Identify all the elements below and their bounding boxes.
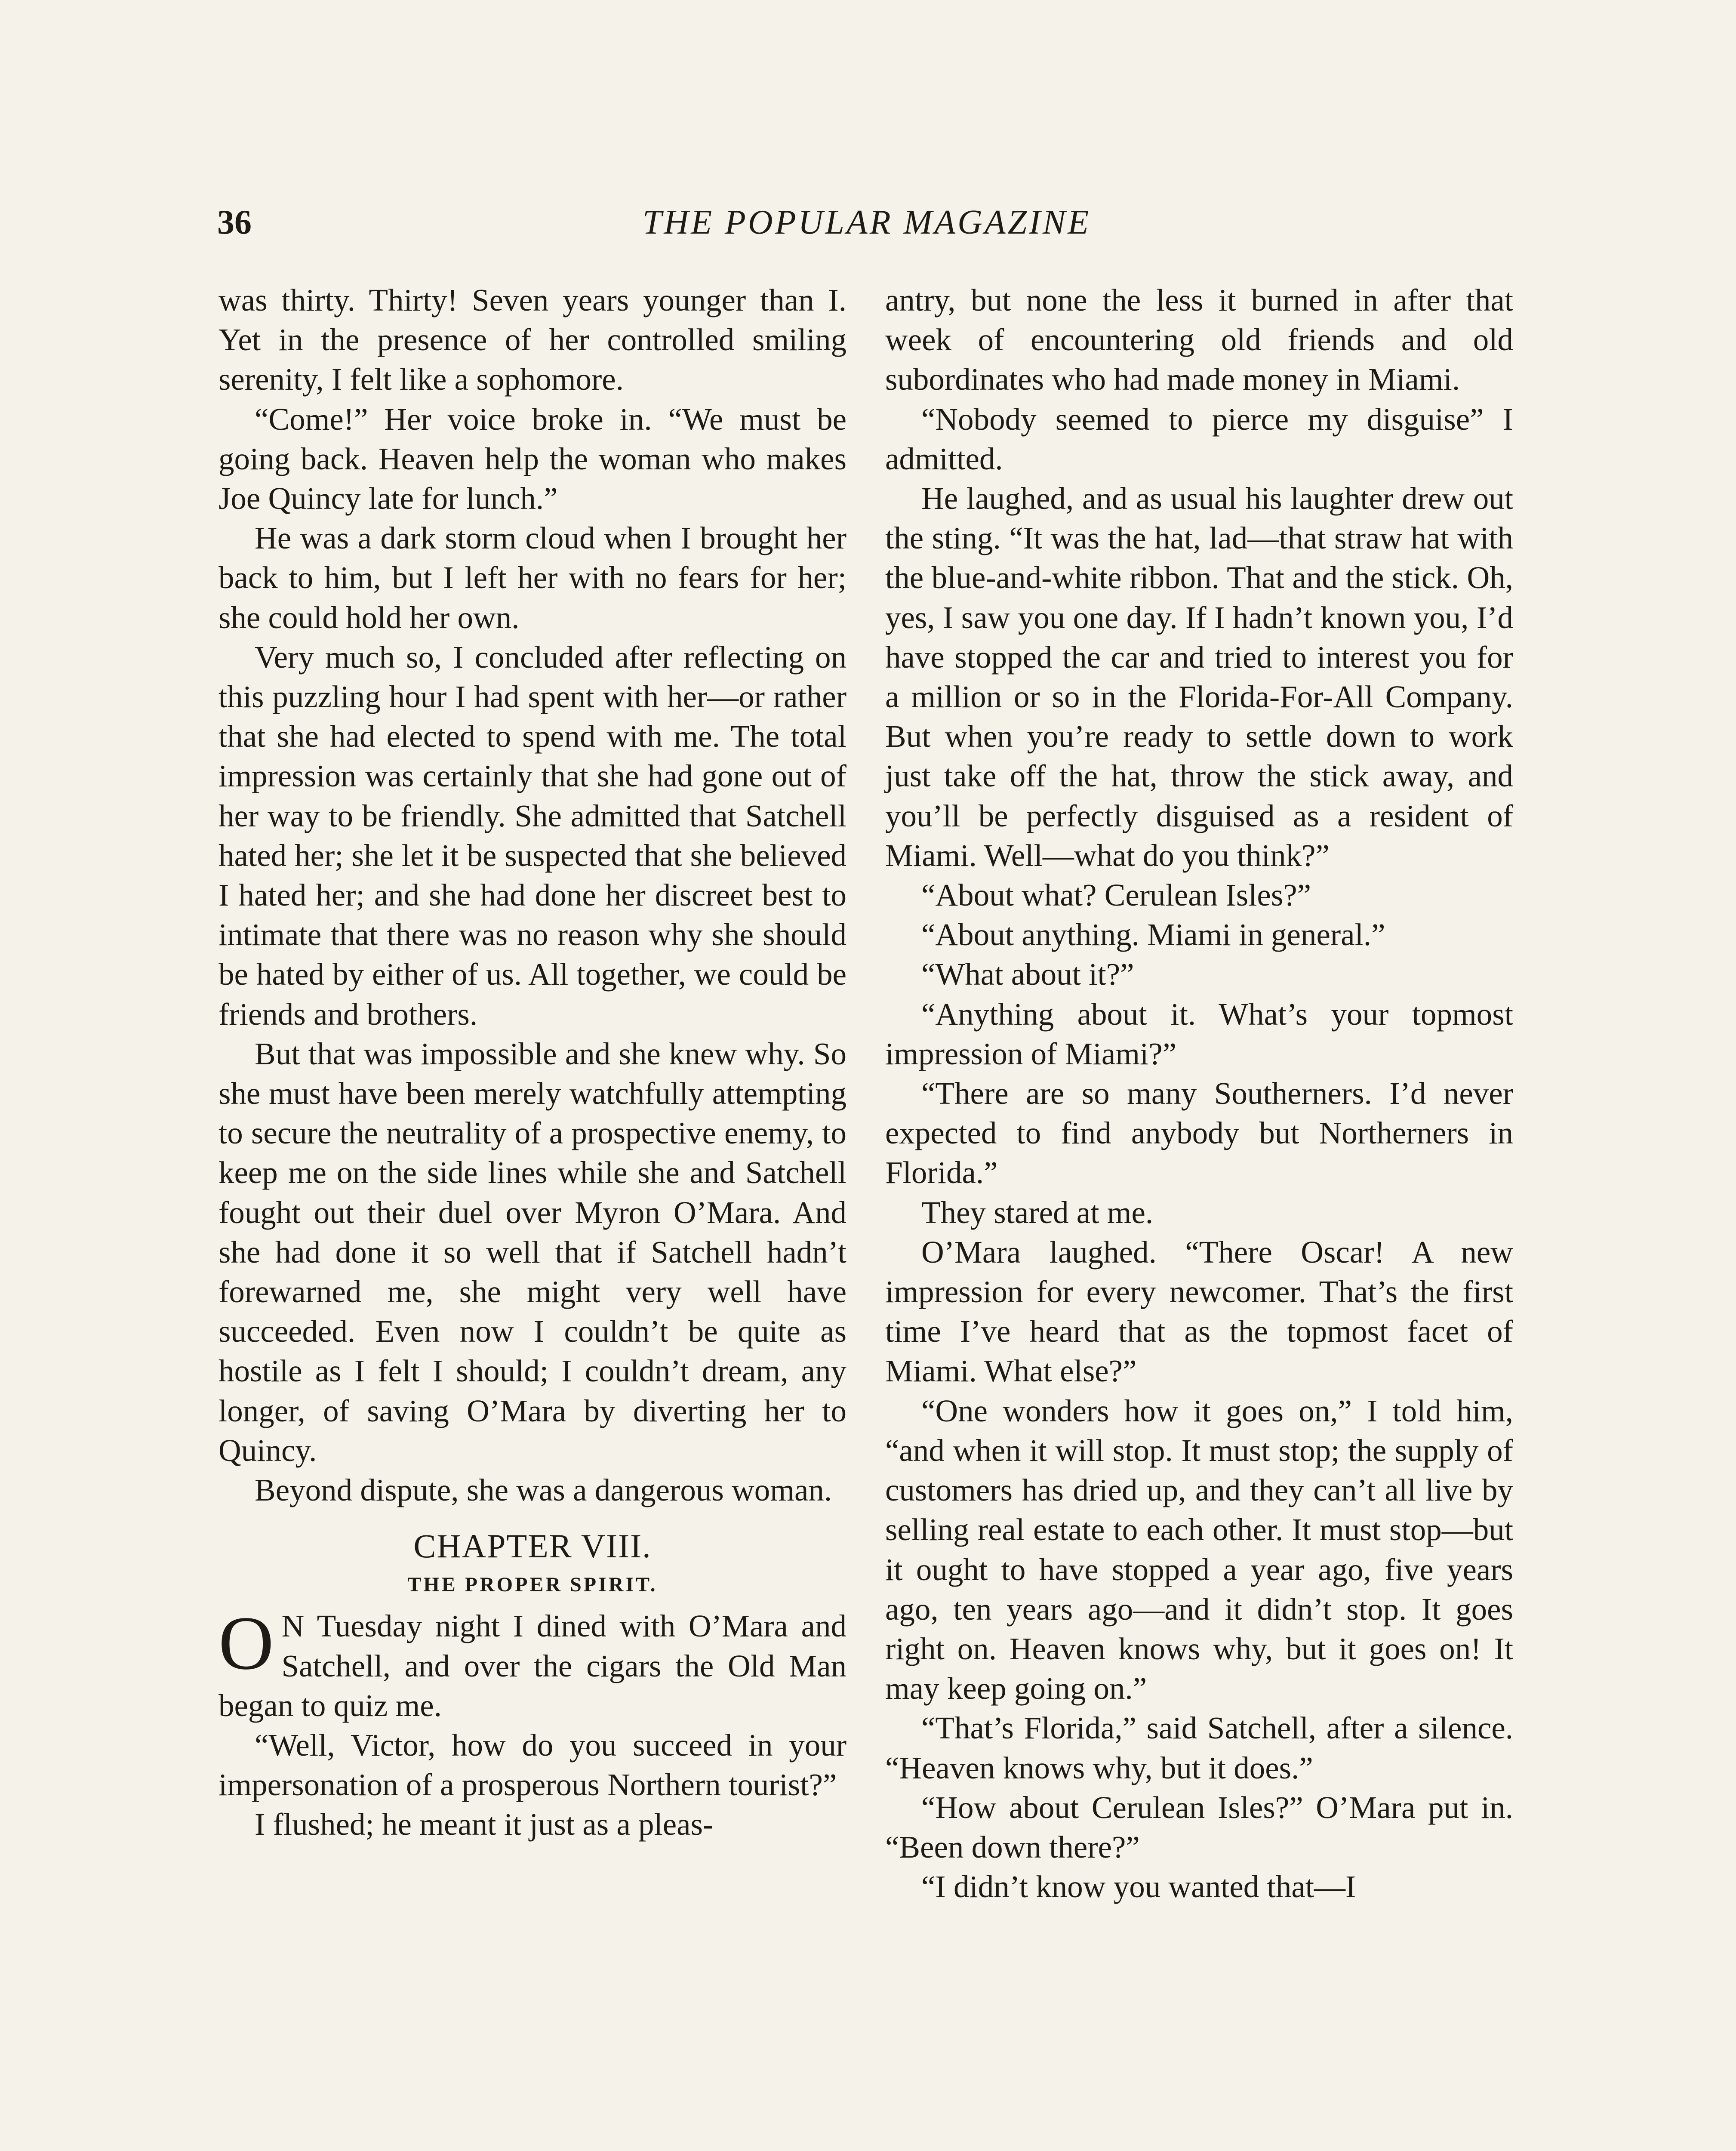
paragraph: “One wonders how it goes on,” I told him, “and when it will stop. It must stop; the supply of customers has dried up, and they can’t all live by selling real estate to each other. It must stop—but it ought to have stopped a year ago, five years ago, ten years ago—and it didn’t stop. It goes right on. Heaven knows why, but it goes on! It may keep going on.”	[885, 1393, 1513, 1706]
paragraph: I flushed; he meant it just as a pleas-	[255, 1807, 714, 1842]
page-number: 36	[217, 203, 252, 241]
right-column	[885, 280, 1513, 1907]
paragraph: “Well, Victor, how do you succeed in your impersonation of a prosperous Northern tourist?”	[219, 1727, 846, 1803]
paragraph: Very much so, I concluded after reflecting on this puzzling hour I had spent with her—or rather that she had elected to spend with me. The total impression was certainly that she had gone out of her way to be friendly. She admitted that Satchell hated her; she let it be suspected that she believed I hated her; and she had done her discreet best to intimate that there was no reason why she should be hated by either of us. All together, we could be friends and brothers.	[219, 639, 846, 1032]
chapter-opening-paragraph	[219, 1600, 846, 1726]
paragraph: “That’s Florida,” said Satchell, after a silence. “Heaven knows why, but it does.”	[885, 1710, 1513, 1785]
paragraph: Beyond dispute, she was a dangerous woman.	[255, 1473, 832, 1508]
paragraph: O’Mara laughed. “There Oscar! A new impression for every newcomer. That’s the first time I’ve heard that as the topmost facet of Miami. What else?”	[885, 1234, 1513, 1389]
paragraph: “What about it?”	[921, 957, 1134, 992]
paragraph: “How about Cerulean Isles?” O’Mara put in. “Been down there?”	[885, 1790, 1513, 1864]
opening-text: N Tuesday night I dined with O’Mara and Satchell, and over the cigars the Old Man began to quiz me.	[219, 1609, 846, 1723]
chapter-subtitle: THE PROPER SPIRIT.	[407, 1573, 658, 1596]
chapter-heading	[219, 1524, 846, 1601]
paragraph: was thirty. Thirty! Seven years younger than I. Yet in the presence of her controlled smiling serenity, I felt like a sophomore.	[219, 283, 846, 397]
paragraph: “Come!” Her voice broke in. “We must be going back. Heaven help the woman who makes Joe Quincy late for lunch.”	[219, 401, 846, 516]
paragraph: “There are so many Southerners. I’d never expected to find anybody but Northerners in Florida.”	[885, 1076, 1513, 1190]
paragraph: They stared at me.	[921, 1195, 1154, 1230]
paragraph: “About anything. Miami in general.”	[921, 917, 1385, 952]
drop-cap: O	[219, 1600, 274, 1686]
paragraph: “Anything about it. What’s your topmost impression of Miami?”	[885, 996, 1513, 1071]
page-header	[217, 199, 1516, 246]
paragraph: He was a dark storm cloud when I brought her back to him, but I left her with no fears for her; she could hold her own.	[219, 521, 846, 635]
chapter-title: CHAPTER VIII.	[413, 1527, 652, 1565]
paragraph: “About what? Cerulean Isles?”	[921, 878, 1311, 913]
paragraph: But that was impossible and she knew why. So she must have been merely watchfully attempting to secure the neutrality of a prospective enemy, to keep me on the side lines while she and Satchell fought out their duel over Myron O’Mara. And she had done it so well that if Satchell hadn’t forewarned me, she might very well have succeeded. Even now I couldn’t be quite as hostile as I felt I should; I couldn’t dream, any longer, of saving O’Mara by diverting her to Quincy.	[219, 1036, 846, 1468]
continuation-paragraph: antry, but none the less it burned in after that week of encountering old friends and old subordinates who had made money in Miami.	[885, 283, 1513, 397]
running-title: THE POPULAR MAGAZINE	[642, 203, 1091, 241]
paragraph: “I didn’t know you wanted that—I	[921, 1869, 1356, 1904]
paragraph: He laughed, and as usual his laughter drew out the sting. “It was the hat, lad—that straw hat with the blue-and-white ribbon. That and the stick. Oh, yes, I saw you one day. If I hadn’t known you, I’d have stopped the car and tried to interest you for a million or so in the Florida-For-All Company. But when you’re ready to settle down to work just take off the hat, throw the stick away, and you’ll be perfectly disguised as a resident of Miami. Well—what do you think?”	[885, 481, 1513, 873]
left-column	[219, 280, 846, 1845]
paragraph: “Nobody seemed to pierce my disguise” I admitted.	[885, 401, 1513, 476]
